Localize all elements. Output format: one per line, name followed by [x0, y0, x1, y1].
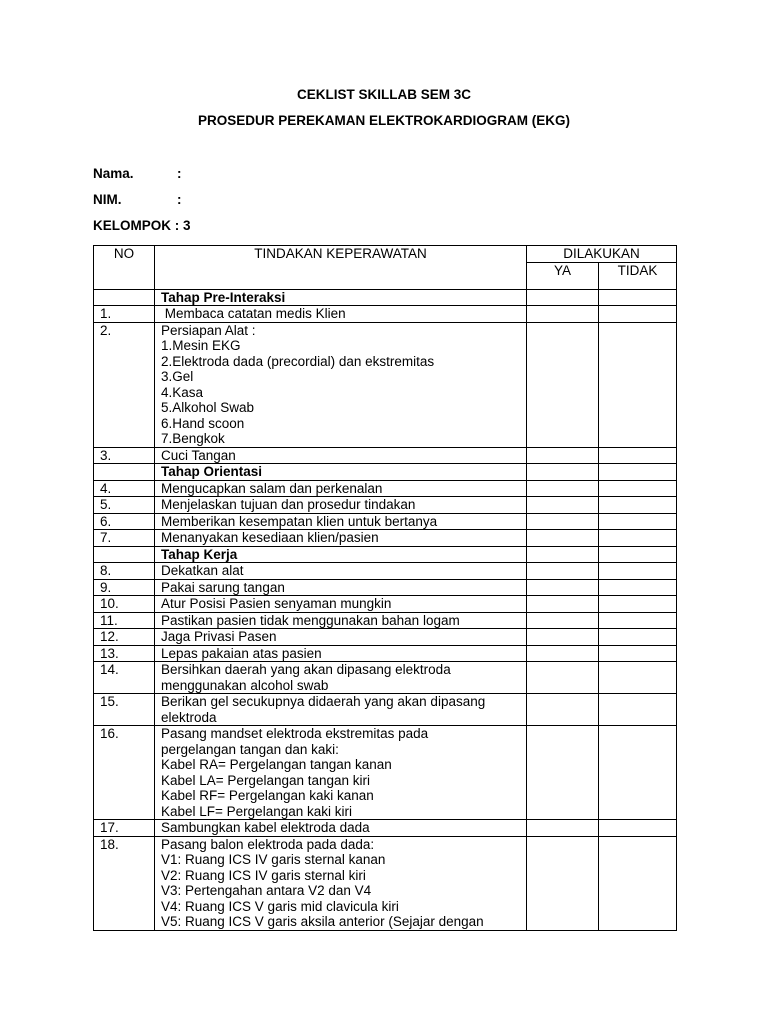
- tidak-checkbox-cell[interactable]: [599, 497, 677, 514]
- row-number: [94, 464, 155, 481]
- action-text: [155, 579, 527, 596]
- row-number: 14.: [94, 662, 155, 694]
- action-line: V5: Ruang ICS V garis aksila anterior (Sejajar dengan: [161, 914, 484, 929]
- section-title: [155, 464, 527, 481]
- header-tidak: TIDAK: [599, 262, 677, 289]
- action-text: [155, 497, 527, 514]
- nama-label: Nama.: [93, 166, 134, 181]
- tidak-checkbox-cell[interactable]: [599, 820, 677, 837]
- tidak-checkbox-cell[interactable]: [599, 530, 677, 547]
- row-number: 18.: [94, 836, 155, 930]
- action-text: [155, 612, 527, 629]
- action-line: Menjelaskan tujuan dan prosedur tindakan: [161, 497, 416, 512]
- header-tindakan: TINDAKAN KEPERAWATAN: [155, 246, 527, 290]
- section-row: [94, 546, 677, 563]
- action-line: Menanyakan kesediaan klien/pasien: [161, 530, 379, 545]
- ya-checkbox-cell[interactable]: [527, 629, 599, 646]
- tidak-checkbox-cell[interactable]: [599, 322, 677, 447]
- action-text: [155, 322, 527, 447]
- action-line: 6.Hand scoon: [161, 415, 245, 431]
- table-row: [94, 645, 677, 662]
- tidak-checkbox-cell[interactable]: [599, 629, 677, 646]
- action-text: [155, 820, 527, 837]
- table-row: [94, 596, 677, 613]
- action-line: Tahap Kerja: [161, 546, 238, 562]
- ya-checkbox-cell[interactable]: [527, 497, 599, 514]
- action-line: V3: Pertengahan antara V2 dan V4: [161, 883, 372, 898]
- row-number: 4.: [94, 480, 155, 497]
- action-line: Bersihkan daerah yang akan dipasang elektroda: [161, 662, 451, 677]
- ya-checkbox-cell[interactable]: [527, 464, 599, 481]
- action-line: Berikan gel secukupnya didaerah yang akan dipasang: [161, 694, 486, 709]
- action-text: [155, 836, 527, 930]
- action-line: Kabel RF= Pergelangan kaki kanan: [161, 788, 374, 803]
- ya-checkbox-cell[interactable]: [527, 579, 599, 596]
- ya-checkbox-cell[interactable]: [527, 820, 599, 837]
- table-row: [94, 579, 677, 596]
- nim-field: [93, 192, 182, 207]
- tidak-checkbox-cell[interactable]: [599, 579, 677, 596]
- action-line: 2.Elektroda dada (precordial) dan ekstremitas: [161, 353, 435, 369]
- action-text: [155, 447, 527, 464]
- table-row: [94, 726, 677, 820]
- row-number: 15.: [94, 694, 155, 726]
- action-text: [155, 563, 527, 580]
- section-row: [94, 464, 677, 481]
- row-number: 6.: [94, 513, 155, 530]
- tidak-checkbox-cell[interactable]: [599, 836, 677, 930]
- table-row: [94, 820, 677, 837]
- section-row: [94, 289, 677, 306]
- ya-checkbox-cell[interactable]: [527, 289, 599, 306]
- ya-checkbox-cell[interactable]: [527, 480, 599, 497]
- action-line: Persiapan Alat :: [161, 322, 256, 338]
- action-line: Kabel LF= Pergelangan kaki kiri: [161, 803, 352, 819]
- table-row: [94, 694, 677, 726]
- action-text: [155, 694, 527, 726]
- tidak-checkbox-cell[interactable]: [599, 612, 677, 629]
- ya-checkbox-cell[interactable]: [527, 322, 599, 447]
- ya-checkbox-cell[interactable]: [527, 513, 599, 530]
- tidak-checkbox-cell[interactable]: [599, 563, 677, 580]
- table-row: [94, 306, 677, 323]
- section-title: [155, 546, 527, 563]
- action-text: [155, 513, 527, 530]
- row-number: 5.: [94, 497, 155, 514]
- ya-checkbox-cell[interactable]: [527, 530, 599, 547]
- row-number: 11.: [94, 612, 155, 629]
- ya-checkbox-cell[interactable]: [527, 836, 599, 930]
- row-number: 2.: [94, 322, 155, 447]
- table-row: [94, 513, 677, 530]
- table-row: [94, 480, 677, 497]
- action-line: 7.Bengkok: [161, 431, 225, 446]
- ya-checkbox-cell[interactable]: [527, 726, 599, 820]
- action-text: [155, 306, 527, 323]
- action-text: [155, 530, 527, 547]
- table-row: [94, 563, 677, 580]
- table-row: [94, 836, 677, 930]
- tidak-checkbox-cell[interactable]: [599, 694, 677, 726]
- action-line: V1: Ruang ICS IV garis sternal kanan: [161, 852, 386, 867]
- action-line: Memberikan kesempatan klien untuk bertanya: [161, 513, 438, 529]
- checklist-table: [93, 245, 677, 931]
- action-line: Jaga Privasi Pasen: [161, 629, 277, 644]
- nama-separator: :: [177, 166, 182, 181]
- tidak-checkbox-cell[interactable]: [599, 480, 677, 497]
- row-number: 9.: [94, 579, 155, 596]
- action-line: Pasang balon elektroda pada dada:: [161, 836, 375, 852]
- action-line: 5.Alkohol Swab: [161, 400, 255, 415]
- row-number: 1.: [94, 306, 155, 323]
- action-line: 3.Gel: [161, 369, 194, 384]
- row-number: 12.: [94, 629, 155, 646]
- action-text: [155, 480, 527, 497]
- ya-checkbox-cell[interactable]: [527, 546, 599, 563]
- row-number: 3.: [94, 447, 155, 464]
- action-line: Cuci Tangan: [161, 447, 236, 463]
- action-line: Sambungkan kabel elektroda dada: [161, 820, 370, 835]
- row-number: 10.: [94, 596, 155, 613]
- row-number: [94, 546, 155, 563]
- action-line: Mengucapkan salam dan perkenalan: [161, 480, 383, 496]
- action-line: 4.Kasa: [161, 384, 204, 400]
- ya-checkbox-cell[interactable]: [527, 447, 599, 464]
- ya-checkbox-cell[interactable]: [527, 694, 599, 726]
- tidak-checkbox-cell[interactable]: [599, 289, 677, 306]
- action-line: Atur Posisi Pasien senyaman mungkin: [161, 596, 392, 611]
- action-line: V4: Ruang ICS V garis mid clavicula kiri: [161, 898, 399, 914]
- action-line: Tahap Pre-Interaksi: [161, 289, 286, 305]
- action-line: pergelangan tangan dan kaki:: [161, 741, 339, 757]
- action-line: Membaca catatan medis Klien: [161, 306, 346, 321]
- tidak-checkbox-cell[interactable]: [599, 662, 677, 694]
- document-title: CEKLIST SKILLAB SEM 3C: [296, 87, 471, 102]
- row-number: [94, 289, 155, 306]
- action-line: Pasang mandset elektroda ekstremitas pada: [161, 726, 429, 741]
- action-line: Tahap Orientasi: [161, 464, 263, 479]
- action-text: [155, 726, 527, 820]
- tidak-checkbox-cell[interactable]: [599, 447, 677, 464]
- ya-checkbox-cell[interactable]: [527, 662, 599, 694]
- table-row: [94, 447, 677, 464]
- nim-label: NIM.: [93, 192, 122, 207]
- action-text: [155, 662, 527, 694]
- table-row: [94, 322, 677, 447]
- row-number: 8.: [94, 563, 155, 580]
- row-number: 13.: [94, 645, 155, 662]
- section-title: [155, 289, 527, 306]
- action-line: Pastikan pasien tidak menggunakan bahan logam: [161, 612, 460, 628]
- table-row: [94, 497, 677, 514]
- row-number: 17.: [94, 820, 155, 837]
- tidak-checkbox-cell[interactable]: [599, 464, 677, 481]
- tidak-checkbox-cell[interactable]: [599, 596, 677, 613]
- ya-checkbox-cell[interactable]: [527, 596, 599, 613]
- action-line: menggunakan alcohol swab: [161, 677, 329, 693]
- tidak-checkbox-cell[interactable]: [599, 306, 677, 323]
- nim-separator: :: [177, 192, 182, 207]
- ya-checkbox-cell[interactable]: [527, 645, 599, 662]
- header-ya: YA: [527, 262, 599, 289]
- action-text: [155, 596, 527, 613]
- action-line: elektroda: [161, 709, 217, 725]
- tidak-checkbox-cell[interactable]: [599, 513, 677, 530]
- action-line: 1.Mesin EKG: [161, 338, 241, 353]
- action-line: Lepas pakaian atas pasien: [161, 645, 322, 661]
- action-line: Kabel LA= Pergelangan tangan kiri: [161, 772, 371, 788]
- action-line: Kabel RA= Pergelangan tangan kanan: [161, 757, 392, 772]
- table-row: [94, 662, 677, 694]
- table-row: [94, 629, 677, 646]
- tidak-checkbox-cell[interactable]: [599, 546, 677, 563]
- action-text: [155, 645, 527, 662]
- ya-checkbox-cell[interactable]: [527, 563, 599, 580]
- action-text: [155, 629, 527, 646]
- row-number: 16.: [94, 726, 155, 820]
- nama-field: [93, 166, 182, 181]
- action-line: Dekatkan alat: [161, 563, 244, 578]
- document-subtitle: PROSEDUR PEREKAMAN ELEKTROKARDIOGRAM (EKG): [197, 113, 570, 128]
- action-line: V2: Ruang ICS IV garis sternal kiri: [161, 867, 366, 883]
- ya-checkbox-cell[interactable]: [527, 612, 599, 629]
- header-no: NO: [94, 246, 155, 290]
- tidak-checkbox-cell[interactable]: [599, 726, 677, 820]
- kelompok-field: KELOMPOK : 3: [93, 218, 191, 233]
- action-line: Pakai sarung tangan: [161, 579, 285, 595]
- table-row: [94, 612, 677, 629]
- row-number: 7.: [94, 530, 155, 547]
- table-row: [94, 530, 677, 547]
- tidak-checkbox-cell[interactable]: [599, 645, 677, 662]
- ya-checkbox-cell[interactable]: [527, 306, 599, 323]
- header-dilakukan: DILAKUKAN: [527, 246, 677, 263]
